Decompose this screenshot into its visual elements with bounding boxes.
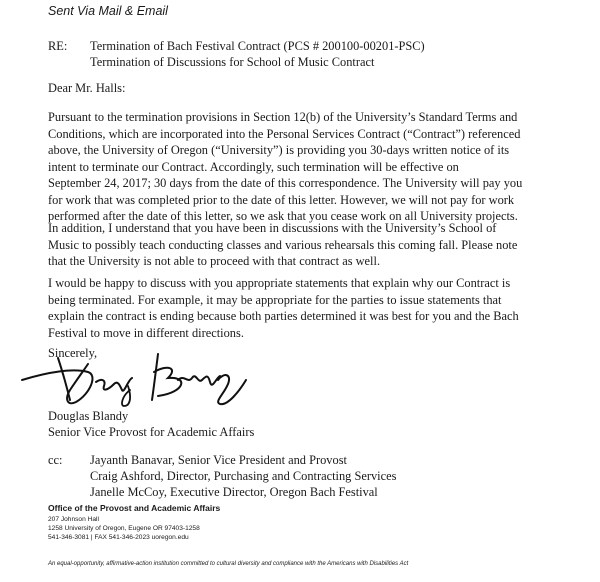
paragraph-line: intent to terminate our Contract. Accordingly, such termination will be effective on bbox=[48, 159, 459, 174]
footer-address-line-2: 1258 University of Oregon, Eugene OR 97403-1258 bbox=[48, 525, 200, 532]
sent-via-line: Sent Via Mail & Email bbox=[48, 4, 168, 18]
paragraph-line: Festival to move in different directions. bbox=[48, 325, 244, 340]
paragraph-line: being terminated. For example, it may be appropriate for the parties to issue statements that bbox=[48, 292, 502, 307]
footer-office-name: Office of the Provost and Academic Affairs bbox=[48, 503, 221, 513]
re-subject-line-1: Termination of Bach Festival Contract (PCS # 200100-00201-PSC) bbox=[90, 39, 425, 53]
paragraph-line: explain the contract is ending because both parties determined it was best for you and the Bach bbox=[48, 309, 519, 323]
cc-recipient: Janelle McCoy, Executive Director, Oregon Bach Festival bbox=[90, 485, 378, 499]
paragraph-statements bbox=[48, 275, 593, 341]
footer-address-line-1: 207 Johnson Hall bbox=[48, 516, 99, 523]
salutation: Dear Mr. Halls: bbox=[48, 81, 126, 95]
paragraph-line: for work that was completed prior to the date of this letter. However, we will not pay for work bbox=[48, 192, 515, 207]
signer-name: Douglas Blandy bbox=[48, 409, 129, 423]
paragraph-line: Conditions, which are incorporated into the Personal Services Contract (“Contract”) referenced bbox=[48, 126, 521, 141]
re-label: RE: bbox=[48, 39, 68, 53]
cc-label: cc: bbox=[48, 453, 63, 467]
paragraph-line: In addition, I understand that you have been in discussions with the University’s School of bbox=[48, 221, 497, 235]
paragraph-line: performed after the date of this letter, so we ask that you cease work on all University projects. bbox=[48, 209, 518, 223]
cc-recipient: Jayanth Banavar, Senior Vice President and Provost bbox=[90, 453, 347, 467]
footer-equal-opportunity-note: An equal-opportunity, affirmative-action institution committed to cultural diversity and compliance with the Americans with Disabilities Act bbox=[48, 561, 409, 567]
paragraph-line: above, the University of Oregon (“University”) is providing you 30-days written notice of its bbox=[48, 143, 510, 157]
cc-recipient: Craig Ashford, Director, Purchasing and Contracting Services bbox=[90, 469, 397, 483]
paragraph-school-of-music bbox=[48, 220, 593, 270]
paragraph-line: Music to possibly teach conducting classes and various rehearsals this coming fall. Please note bbox=[48, 237, 518, 252]
footer-contact-line: 541-346-3081 | FAX 541-346-2023 uoregon.edu bbox=[48, 534, 189, 541]
paragraph-line: that the University is not able to proceed with that contract as well. bbox=[48, 254, 381, 268]
closing: Sincerely, bbox=[48, 346, 98, 360]
signer-title: Senior Vice Provost for Academic Affairs bbox=[48, 425, 255, 439]
handwritten-signature bbox=[18, 350, 268, 408]
paragraph-line: I would be happy to discuss with you appropriate statements that explain why our Contract is bbox=[48, 276, 511, 290]
paragraph-line: September 24, 2017; 30 days from the date of this correspondence. The University will pay you bbox=[48, 176, 523, 190]
paragraph-termination-notice bbox=[48, 109, 593, 225]
re-subject-line-2: Termination of Discussions for School of Music Contract bbox=[90, 55, 375, 69]
paragraph-line: Pursuant to the termination provisions in Section 12(b) of the University’s Standard Terms and bbox=[48, 110, 518, 124]
